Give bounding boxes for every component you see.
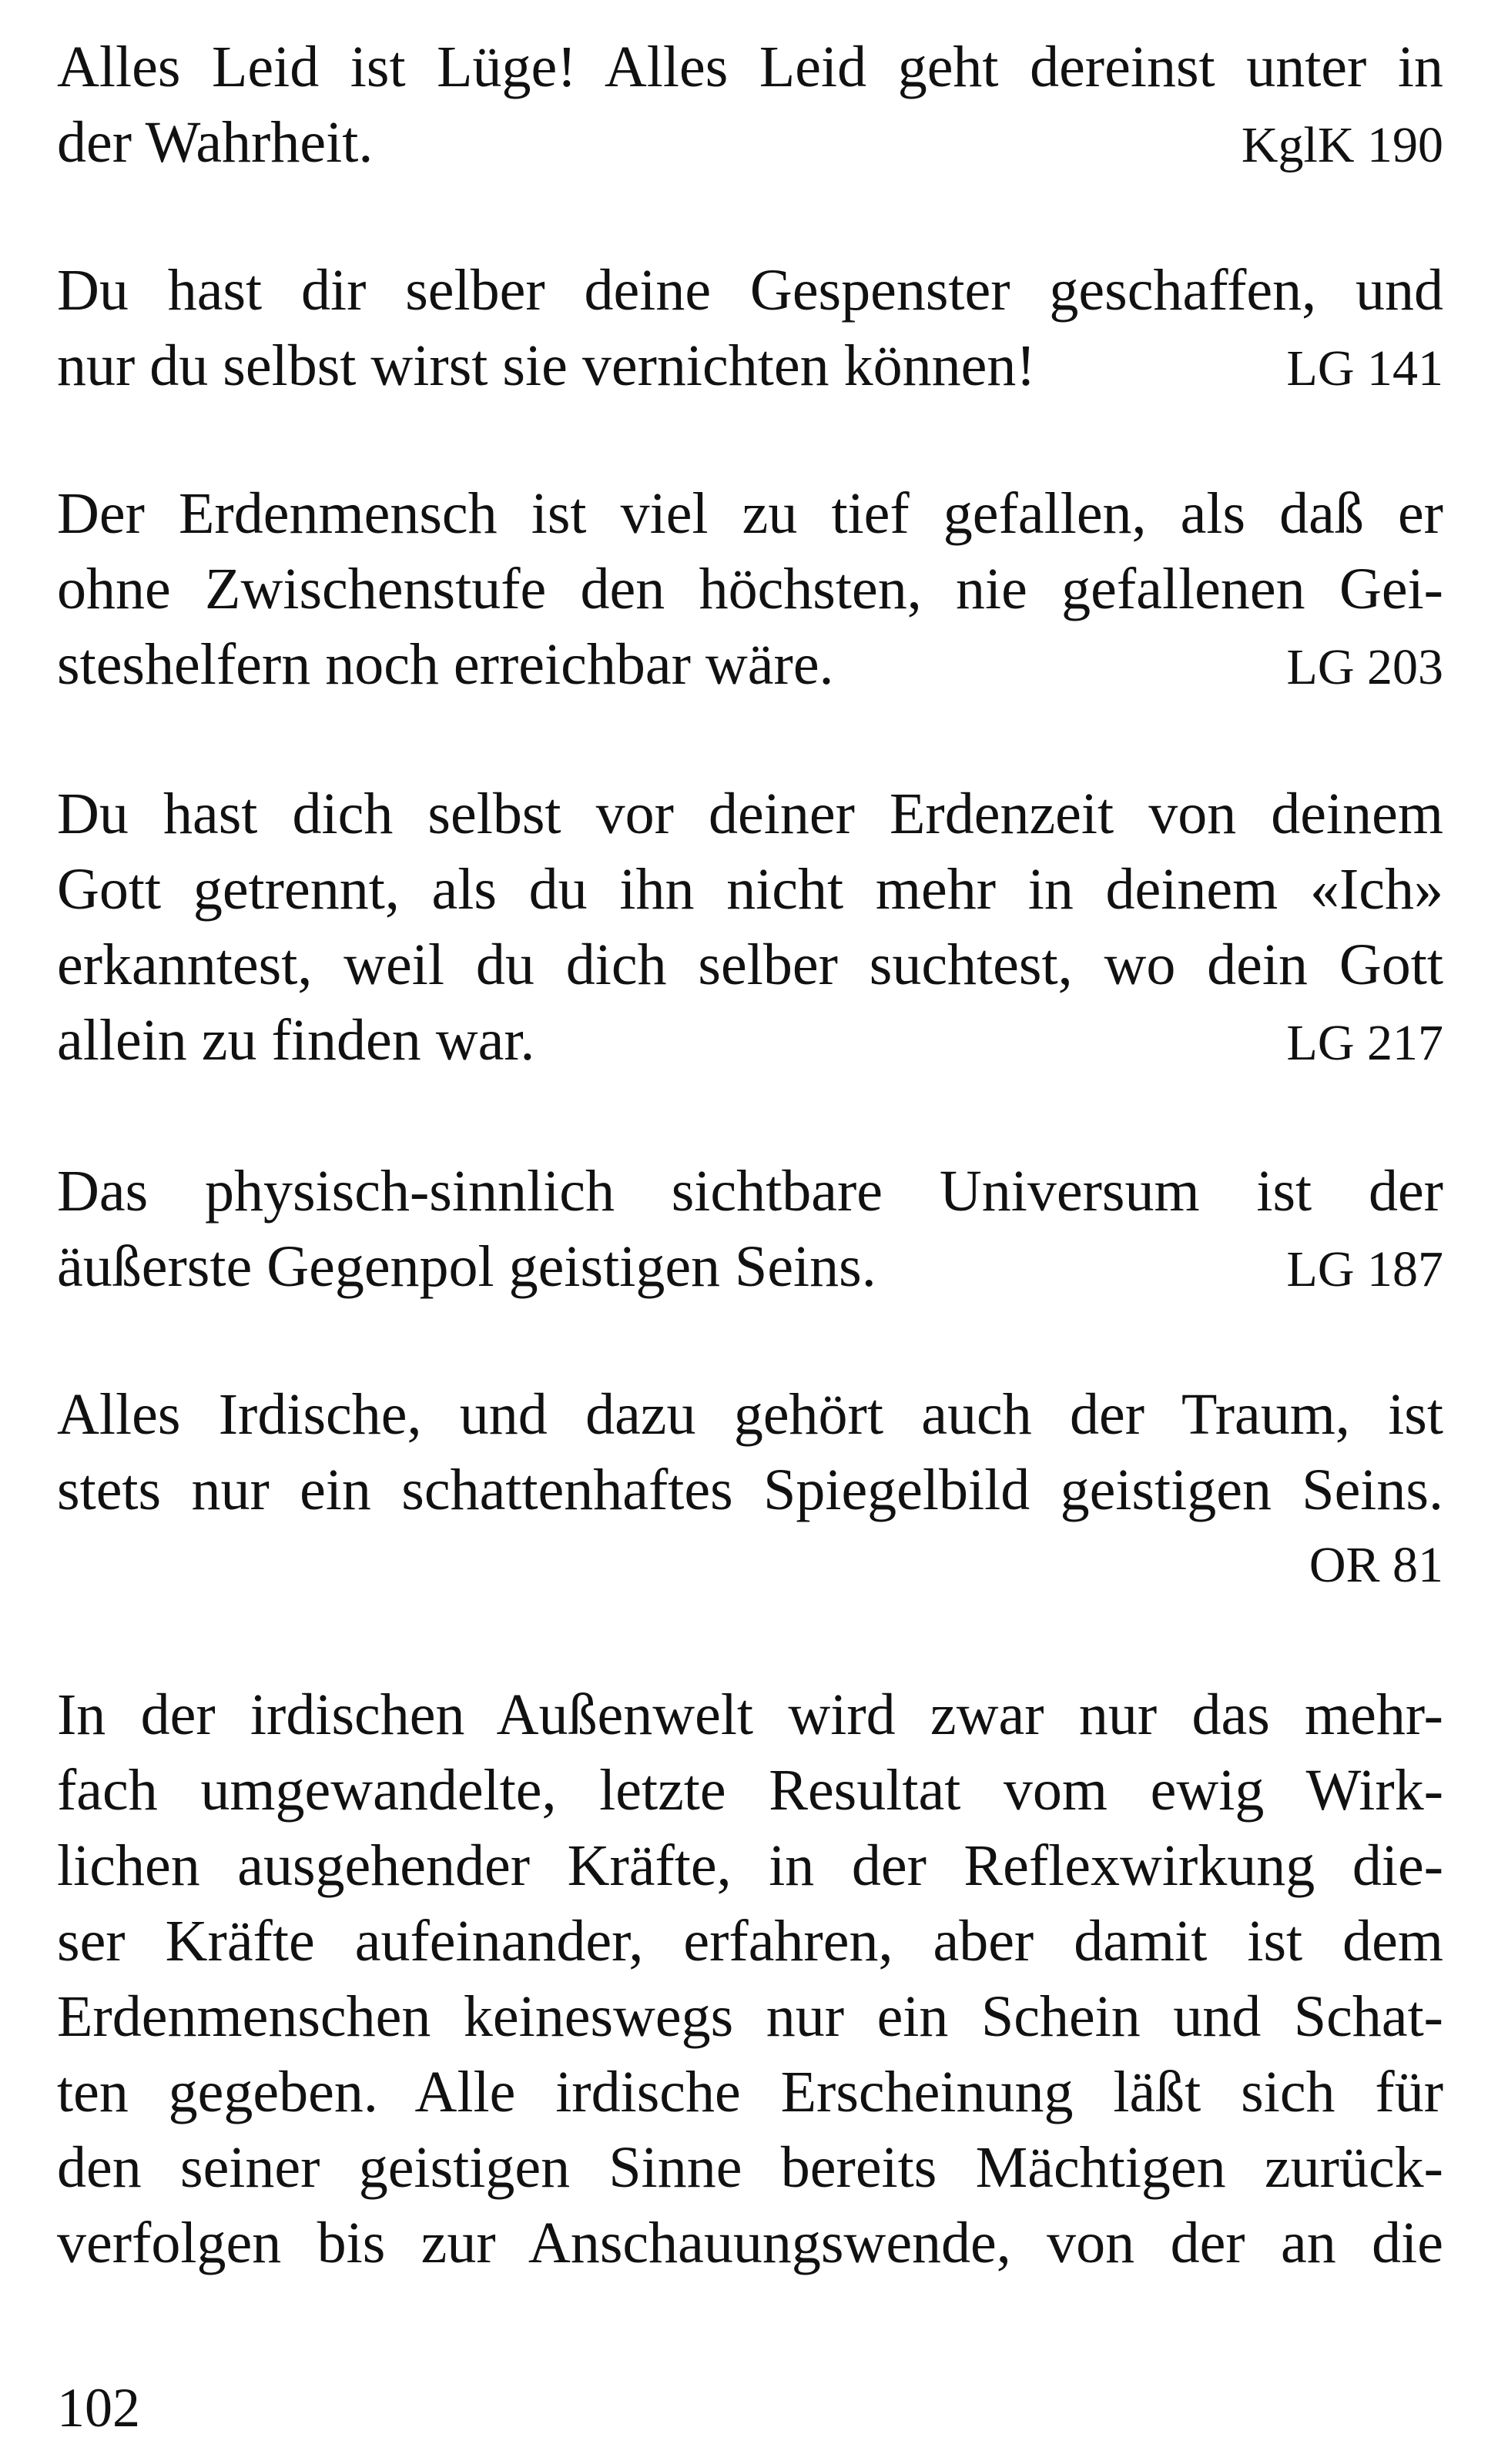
quote-entry [57, 1377, 1443, 1603]
quote-entry [57, 476, 1443, 702]
quote-line: ser Kräfte aufeinander, erfahren, aber damit ist dem [57, 1909, 1443, 1974]
quote-line: fach umgewandelte, letzte Resultat vom ewig Wirk- [57, 1758, 1443, 1823]
quote-line: Der Erdenmensch ist viel zu tief gefallen, als daß er [57, 481, 1443, 546]
book-page [57, 0, 1443, 2464]
source-reference: KglK 190 [1241, 117, 1443, 173]
quote-line: Alles Leid ist Lüge! Alles Leid geht dereinst unter in [57, 35, 1443, 99]
quote-entry [57, 1153, 1443, 1304]
quote-entry [57, 29, 1443, 180]
quote-line: Du hast dich selbst vor deiner Erdenzeit von deinem [57, 782, 1443, 846]
source-reference: LG 141 [1286, 340, 1443, 397]
quote-last-line [57, 1229, 1443, 1304]
quote-line: stets nur ein schattenhaftes Spiegelbild geistigen Seins. [57, 1458, 1443, 1522]
quote-line: steshelfern noch erreichbar wäre. [57, 632, 834, 697]
quote-line: äußerste Gegenpol geistigen Seins. [57, 1234, 876, 1299]
quote-line: Alles Irdische, und dazu gehört auch der Traum, ist [57, 1382, 1443, 1447]
source-reference: LG 187 [1286, 1241, 1443, 1297]
page-number: 102 [57, 2377, 140, 2439]
quote-line: den seiner geistigen Sinne bereits Mächtigen zurück- [57, 2135, 1443, 2200]
quote-line: der Wahrheit. [57, 110, 374, 175]
quote-line: ten gegeben. Alle irdische Erscheinung läßt sich für [57, 2060, 1443, 2124]
quote-line: ohne Zwischenstufe den höchsten, nie gefallenen Gei- [57, 557, 1443, 621]
quote-last-line [57, 1003, 1443, 1078]
quote-line: lichen ausgehender Kräfte, in der Reflexwirkung die- [57, 1833, 1443, 1898]
quote-line: Du hast dir selber deine Gespenster geschaffen, und [57, 258, 1443, 323]
quote-last-line [57, 627, 1443, 702]
quote-line: allein zu finden war. [57, 1008, 535, 1073]
quote-last-line [57, 328, 1443, 403]
quote-line: Gott getrennt, als du ihn nicht mehr in deinem «Ich» [57, 857, 1443, 922]
source-reference: OR 81 [1309, 1537, 1443, 1593]
quote-entry [57, 253, 1443, 403]
quote-line: verfolgen bis zur Anschauungswende, von der an die [57, 2211, 1443, 2275]
source-reference: LG 217 [1286, 1015, 1443, 1071]
quote-line: In der irdischen Außenwelt wird zwar nur das mehr- [57, 1682, 1443, 1747]
quote-last-line [57, 105, 1443, 180]
quote-entry [57, 776, 1443, 1078]
quote-line: Erdenmenschen keineswegs nur ein Schein und Schat- [57, 1984, 1443, 2049]
quote-line: erkanntest, weil du dich selber suchtest, wo dein Gott [57, 932, 1443, 997]
quote-line: Das physisch-sinnlich sichtbare Universum ist der [57, 1159, 1443, 1224]
quote-line: nur du selbst wirst sie vernichten können! [57, 333, 1036, 398]
quote-entry [57, 1677, 1443, 2281]
source-reference: LG 203 [1286, 639, 1443, 695]
